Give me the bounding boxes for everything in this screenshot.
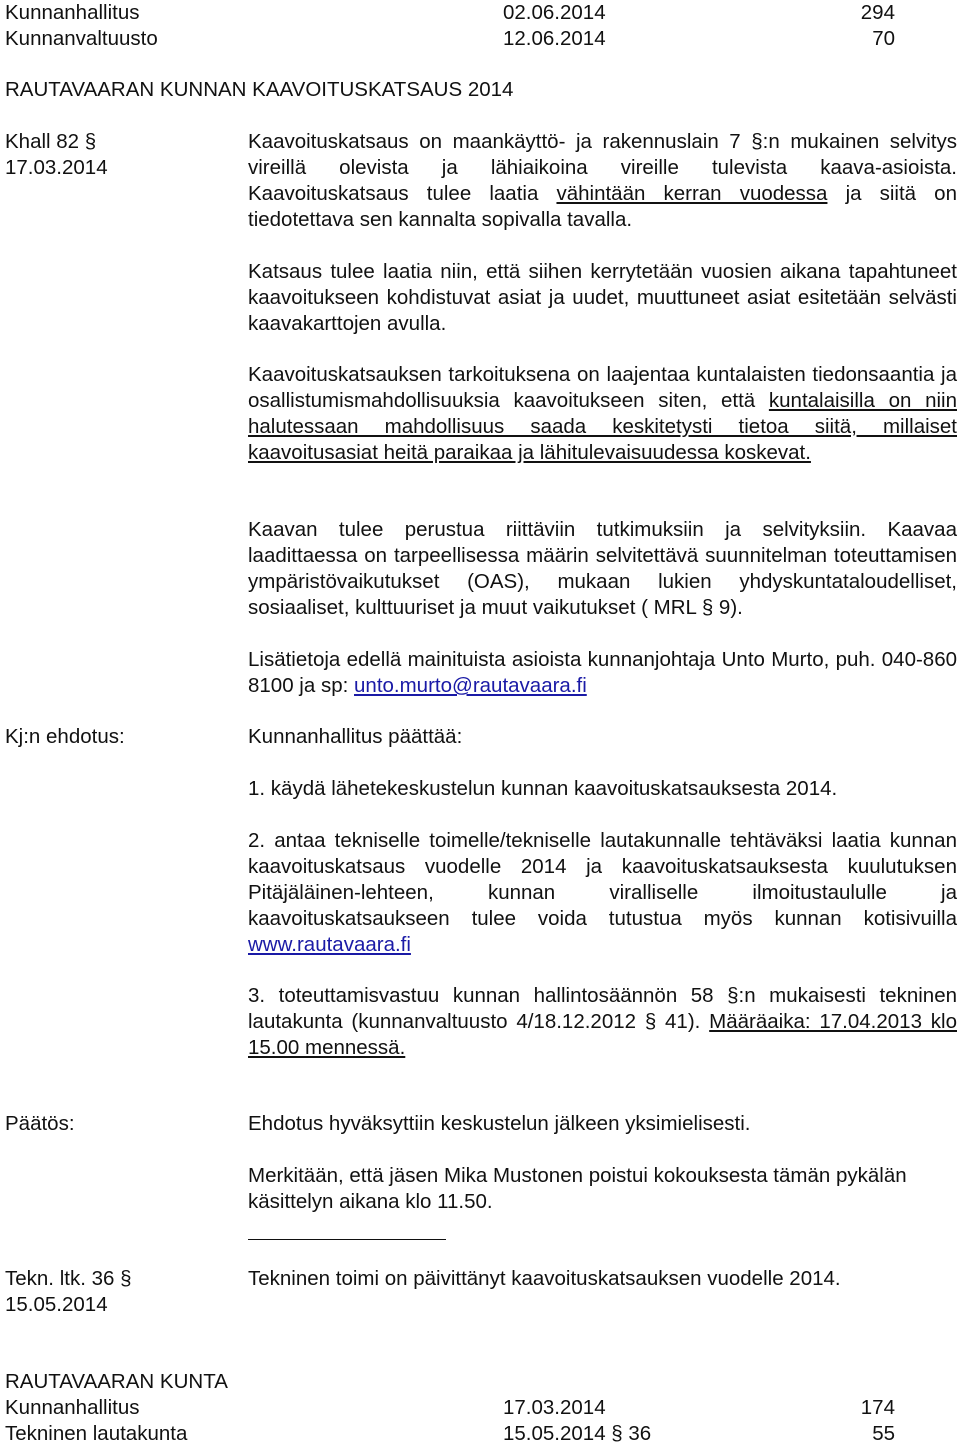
tech-ref: Tekn. ltk. 36 § (5, 1267, 132, 1290)
paragraph-5: Lisätietoja edellä mainituista asioista kunnanjohtaja Unto Murto, puh. 040-860 8100 ja sp: unto.murto@rautavaara.fi (248, 648, 957, 697)
proposal-item-3: 3. toteuttamisvastuu kunnan hallintosäännön 58 §:n mukaisesti tekninen lautakunta (kunnanvaltuusto 4/18.12.2012 § 41). Määräaika: 17.04.2013 klo 15.00 mennessä. (248, 984, 957, 1059)
footer-body: Kunnanhallitus (5, 1396, 140, 1419)
underlined-text: vähintään kerran vuodessa (556, 182, 828, 205)
proposal-item-1: 1. käydä lähetekeskustelun kunnan kaavoituskatsauksesta 2014. (248, 777, 838, 800)
footer-row-1 (5, 1395, 895, 1421)
footer-date: 17.03.2014 (503, 1396, 606, 1419)
decision-text: Ehdotus hyväksyttiin keskustelun jälkeen yksimielisesti. (248, 1112, 751, 1135)
decision-label: Päätös: (5, 1112, 75, 1135)
paragraph-1: Kaavoituskatsaus on maankäyttö- ja rakennuslain 7 §:n mukainen selvitys vireillä olevista ja lähiaikoina vireille tulevista kaava-asioista. Kaavoituskatsaus tulee laatia vähintään kerran vuodessa ja siitä on tiedotettava sen kannalta sopivalla tavalla. (248, 130, 957, 231)
header-row-2 (5, 26, 895, 52)
website-link[interactable]: www.rautavaara.fi (248, 933, 411, 956)
proposal-item-2: 2. antaa tekniselle toimelle/tekniselle lautakunnalle tehtäväksi laatia kunnan kaavoituskatsaus vuodelle 2014 ja kaavoituskatsauksesta kuulutuksen Pitäjäläinen-lehteen, kunnan viralliselle ilmoitustaululle ja kaavoituskatsaukseen tulee voida tutustua myös kunnan kotisivuilla www.rautavaara.fi (248, 829, 957, 956)
header-body: Kunnanvaltuusto (5, 27, 158, 50)
footer-body: Tekninen lautakunta (5, 1422, 188, 1445)
section-ref: Khall 82 § (5, 130, 97, 153)
header-body: Kunnanhallitus (5, 1, 140, 24)
footer-page: 174 (860, 1396, 895, 1419)
footer-page: 55 (872, 1422, 895, 1445)
deadline-text: Määräaika: 17.04.2013 klo 15.00 mennessä. (248, 1010, 957, 1059)
section-ref-date: 17.03.2014 (5, 156, 108, 179)
email-link[interactable]: unto.murto@rautavaara.fi (354, 674, 587, 697)
paragraph-4: Kaavan tulee perustua riittäviin tutkimuksiin ja selvityksiin. Kaavaa laadittaessa on tarpeellisessa määrin selvitettävä suunnitelman toteuttamisen ympäristövaikutukset (OAS), mukaan lukien yhdyskuntataloudelliset, sosiaaliset, kulttuuriset ja muut vaikutukset ( MRL § 9). (248, 518, 957, 619)
footer-row-2 (5, 1421, 895, 1447)
header-page: 70 (872, 27, 895, 50)
proposal-label: Kj:n ehdotus: (5, 725, 125, 748)
paragraph-3: Kaavoituskatsauksen tarkoituksena on laajentaa kuntalaisten tiedonsaantia ja osallistumismahdollisuuksia kaavoitukseen siten, että kuntalaisilla on niin halutessaan mahdollisuus saada keskitetysti tietoa siitä, millaiset kaavoitusasiat heitä paraikaa ja lähitulevaisuudessa koskevat. (248, 363, 957, 464)
paragraph-2: Katsaus tulee laatia niin, että siihen kerrytetään vuosien aikana tapahtuneet kaavoitukseen kohdistuvat asiat ja uudet, muuttuneet asiat esitetään selvästi kaavakarttojen avulla. (248, 260, 957, 335)
header-page: 294 (860, 1, 895, 24)
document-title: RAUTAVAARAN KUNNAN KAAVOITUSKATSAUS 2014 (5, 78, 514, 101)
tech-ref-date: 15.05.2014 (5, 1293, 108, 1316)
footer-org: RAUTAVAARAN KUNTA (5, 1370, 228, 1393)
proposal-heading: Kunnanhallitus päättää: (248, 725, 463, 748)
header-date: 02.06.2014 (503, 1, 606, 24)
header-row-1 (5, 0, 895, 26)
footer-date: 15.05.2014 § 36 (503, 1422, 652, 1445)
header-date: 12.06.2014 (503, 27, 606, 50)
separator-line (248, 1239, 446, 1240)
underlined-text: kuntalaisilla on niin halutessaan mahdollisuus saada keskitetysti tietoa siitä, millaiset kaavoitusasiat heitä paraikaa ja lähitulevaisuudessa koskevat. (248, 389, 957, 464)
tech-text: Tekninen toimi on päivittänyt kaavoituskatsauksen vuodelle 2014. (248, 1267, 841, 1290)
decision-note: Merkitään, että jäsen Mika Mustonen poistui kokouksesta tämän pykälän käsittelyn aikana klo 11.50. (248, 1164, 907, 1213)
